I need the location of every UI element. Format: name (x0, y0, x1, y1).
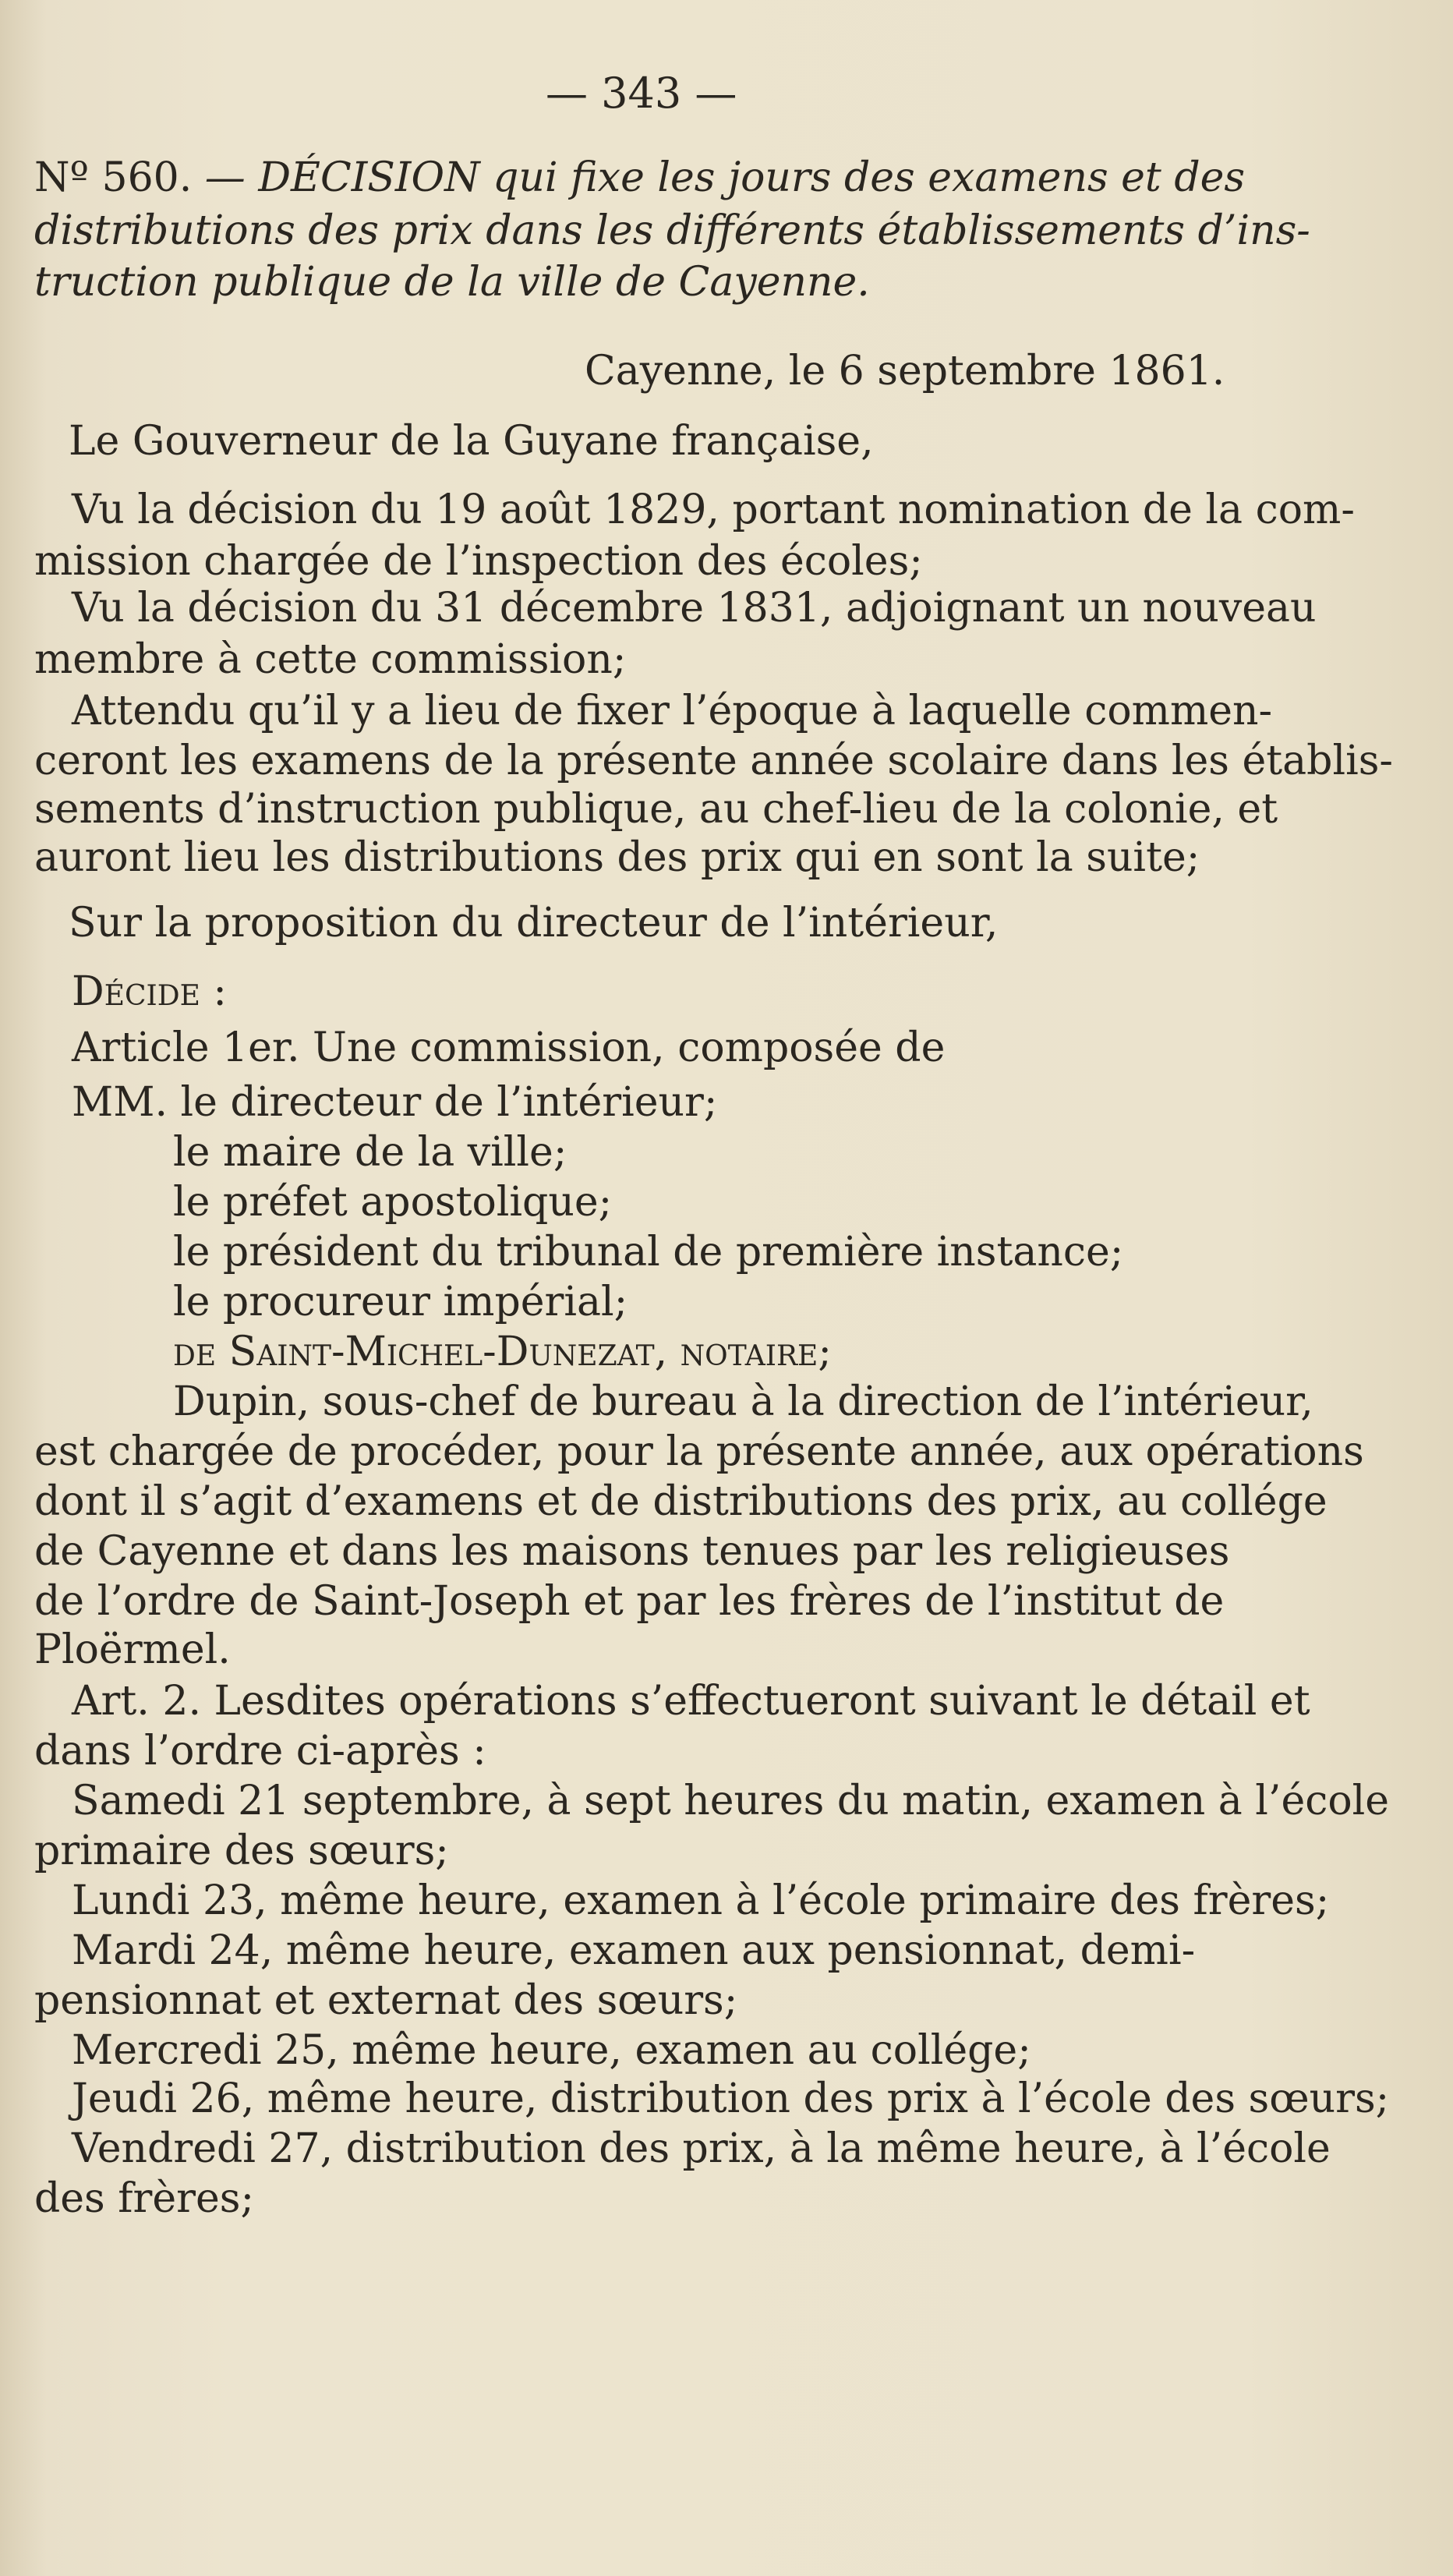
body-line: Le Gouverneur de la Guyane française, (69, 418, 874, 465)
body-line: sements d’instruction publique, au chef-lieu de la colonie, et (34, 786, 1278, 833)
body-line: des frères; (34, 2175, 254, 2222)
body-line: de l’ordre de Saint-Joseph et par les frères de l’institut de (34, 1578, 1225, 1625)
body-line: mission chargée de l’inspection des écoles; (34, 538, 923, 585)
body-line: de Saint-Michel-Dunezat, notaire; (173, 1329, 832, 1375)
body-line: le président du tribunal de première instance; (173, 1229, 1124, 1276)
body-line: Attendu qu’il y a lieu de fixer l’époque à laquelle commen- (72, 688, 1273, 734)
body-line: Ploërmel. (34, 1626, 231, 1673)
body-line: auront lieu les distributions des prix qui en sont la suite; (34, 834, 1200, 881)
body-line: Samedi 21 septembre, à sept heures du matin, examen à l’école (72, 1778, 1390, 1824)
dateline: Cayenne, le 6 septembre 1861. (585, 348, 1225, 395)
title-line-1-text: — DÉCISION qui fixe les jours des examens et des (204, 154, 1246, 201)
body-line: le maire de la ville; (173, 1129, 567, 1176)
body-line: de Cayenne et dans les maisons tenues par les religieuses (34, 1528, 1230, 1575)
body-line: membre à cette commission; (34, 636, 627, 683)
body-line: primaire des sœurs; (34, 1828, 449, 1874)
body-line: Vendredi 27, distribution des prix, à la même heure, à l’école (72, 2125, 1331, 2172)
body-line: Mardi 24, même heure, examen aux pensionnat, demi- (72, 1927, 1196, 1974)
body-line: le préfet apostolique; (173, 1179, 613, 1226)
body-line: Jeudi 26, même heure, distribution des prix à l’école des sœurs; (72, 2075, 1390, 2122)
body-line: est chargée de procéder, pour la présente année, aux opérations (34, 1428, 1364, 1475)
body-line: Art. 2. Lesdites opérations s’effectueront suivant le détail et (72, 1678, 1310, 1725)
title-line-3: truction publique de la ville de Cayenne. (34, 259, 870, 306)
body-line: Article 1er. Une commission, composée de (72, 1024, 946, 1071)
page-number: — 343 — (546, 69, 737, 118)
title-line-2: distributions des prix dans les différents établissements d’ins- (34, 207, 1310, 254)
body-line: MM. le directeur de l’intérieur; (72, 1079, 718, 1126)
body-line: pensionnat et externat des sœurs; (34, 1977, 738, 2024)
body-line: Dupin, sous-chef de bureau à la direction de l’intérieur, (173, 1378, 1313, 1425)
body-line: dans l’ordre ci-après : (34, 1728, 486, 1775)
body-line: ceront les examens de la présente année scolaire dans les établis- (34, 738, 1393, 784)
title-line-1 (34, 153, 1245, 203)
decide-heading: Décide : (72, 968, 227, 1015)
body-line: le procureur impérial; (173, 1279, 628, 1325)
body-line: Lundi 23, même heure, examen à l’école primaire des frères; (72, 1877, 1330, 1924)
body-line: Vu la décision du 19 août 1829, portant nomination de la com- (72, 487, 1355, 533)
body-line: Vu la décision du 31 décembre 1831, adjoignant un nouveau (72, 585, 1317, 632)
decision-number: Nº 560. (34, 154, 193, 201)
body-line: dont il s’agit d’examens et de distributions des prix, au collége (34, 1478, 1327, 1525)
body-line: Sur la proposition du directeur de l’intérieur, (69, 900, 999, 947)
body-line: Mercredi 25, même heure, examen au collége; (72, 2027, 1031, 2074)
